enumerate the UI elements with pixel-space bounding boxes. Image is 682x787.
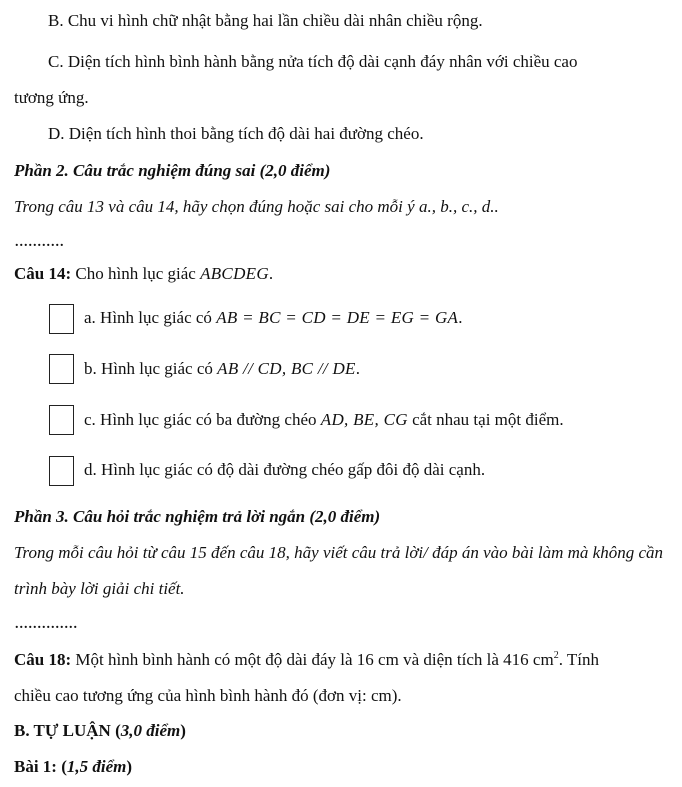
item-a-text xyxy=(84,307,463,329)
part-b-heading-bold: B. TỰ LUẬN ( xyxy=(14,721,121,740)
part3-instruction-line1: Trong mỗi câu hỏi từ câu 15 đến câu 18, hãy viết câu trả lời/ đáp án vào bài làm mà không cần xyxy=(14,543,663,562)
item-b-suffix: . xyxy=(355,359,360,378)
item-a-suffix: . xyxy=(458,308,463,327)
item-c-math: AD, BE, CG xyxy=(320,410,408,429)
option-d-text: D. Diện tích hình thoi bằng tích độ dài hai đường chéo. xyxy=(48,124,424,143)
checkbox-item-c[interactable] xyxy=(49,405,74,435)
bai-1-label: Bài 1: ( xyxy=(14,757,67,776)
question-18-text-a: Một hình bình hành có một độ dài đáy là 16 cm và diện tích là 416 cm xyxy=(71,650,554,669)
part3-heading: Phần 3. Câu hỏi trắc nghiệm trả lời ngắn (2,0 điểm) xyxy=(14,507,381,526)
part-b-heading-points: 3,0 điểm xyxy=(120,721,181,740)
option-c-text-line1: C. Diện tích hình bình hành bằng nửa tích độ dài cạnh đáy nhân với chiều cao xyxy=(48,52,578,71)
question-18-text-b: . Tính xyxy=(558,650,599,669)
question-14-end: . xyxy=(268,264,274,283)
bai-1-end: ) xyxy=(126,757,133,776)
part3-instruction-line2: trình bày lời giải chi tiết. xyxy=(14,579,185,598)
item-a-math: AB = BC = CD = DE = EG = GA xyxy=(216,308,459,327)
part3-ellipsis: .............. xyxy=(15,617,78,632)
option-b-text: B. Chu vi hình chữ nhật bằng hai lần chiều dài nhân chiều rộng. xyxy=(48,11,483,30)
checkbox-item-b[interactable] xyxy=(49,354,74,384)
item-d-prefix: d. Hình lục giác có độ dài đường chéo gấp đôi độ dài cạnh. xyxy=(84,460,486,479)
item-c-prefix: c. Hình lục giác có ba đường chéo xyxy=(84,410,321,429)
question-18-line1 xyxy=(14,649,599,671)
question-18-line2: chiều cao tương ứng của hình bình hành đó (đơn vị: cm). xyxy=(14,686,402,705)
part2-heading: Phần 2. Câu trắc nghiệm đúng sai (2,0 điểm) xyxy=(14,161,331,180)
item-b-prefix: b. Hình lục giác có xyxy=(84,359,218,378)
part-b-heading-end: ) xyxy=(180,721,186,740)
question-18-superscript: 2 xyxy=(553,650,559,661)
part2-ellipsis: ........... xyxy=(15,235,65,250)
part-b-heading xyxy=(14,720,186,742)
question-14-math: ABCDEG xyxy=(200,264,269,283)
bai-1-points: 1,5 điểm xyxy=(66,757,127,776)
checkbox-item-d[interactable] xyxy=(49,456,74,486)
item-b-text xyxy=(84,358,360,380)
option-c-text-line2: tương ứng. xyxy=(14,88,89,107)
item-c-suffix: cắt nhau tại một điểm. xyxy=(407,410,564,429)
question-14 xyxy=(14,263,273,285)
item-c-text xyxy=(84,409,564,431)
question-14-text: Cho hình lục giác xyxy=(71,264,201,283)
item-b-math: AB // CD, BC // DE xyxy=(217,359,356,378)
bai-1-heading xyxy=(14,756,132,778)
checkbox-item-a[interactable] xyxy=(49,304,74,334)
part2-instruction: Trong câu 13 và câu 14, hãy chọn đúng hoặc sai cho mỗi ý a., b., c., d.. xyxy=(14,197,499,216)
question-18-label: Câu 18: xyxy=(14,650,72,669)
item-a-prefix: a. Hình lục giác có xyxy=(84,308,217,327)
item-d-text xyxy=(84,459,485,481)
question-14-label: Câu 14: xyxy=(14,264,72,283)
